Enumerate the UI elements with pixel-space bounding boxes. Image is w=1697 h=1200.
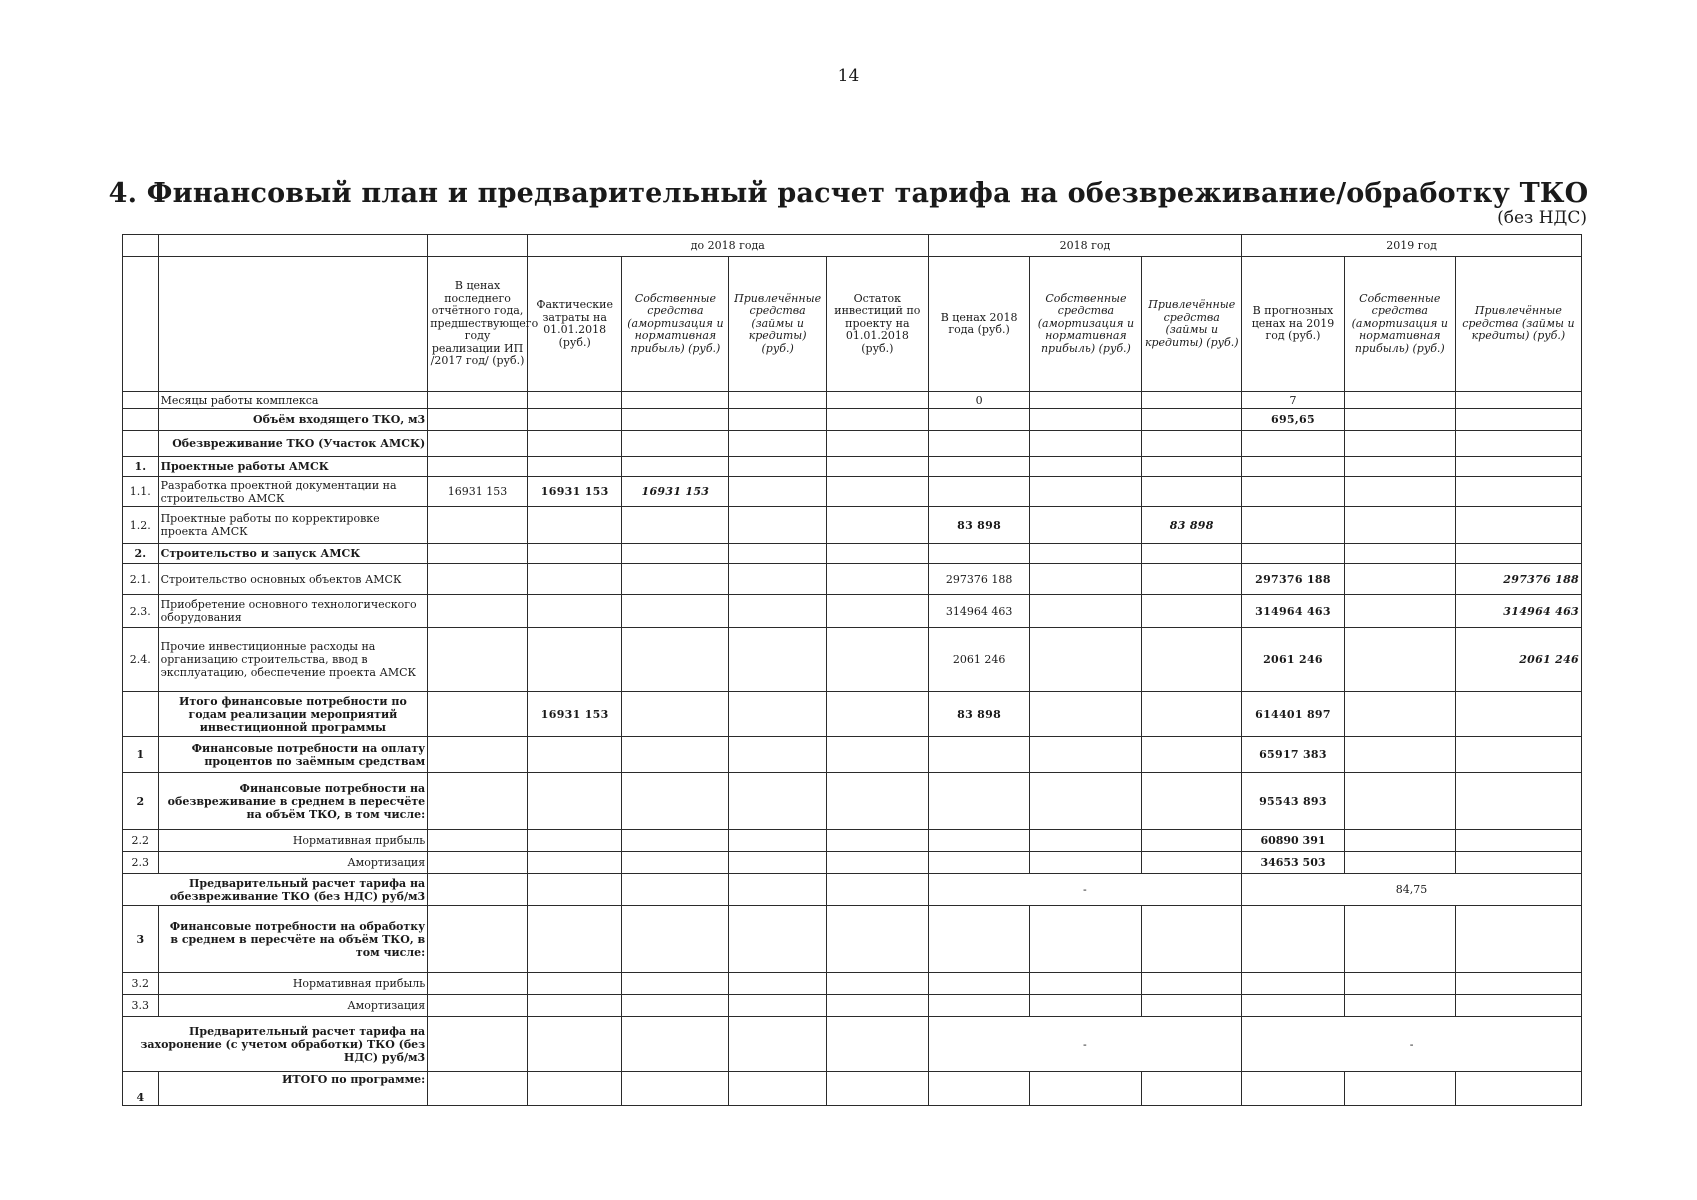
group-2018: 2018 год xyxy=(928,235,1241,257)
table-row xyxy=(123,477,1582,507)
row-label: Амортизация xyxy=(158,852,428,874)
row-label: Финансовые потребности на обезвреживание в среднем в пересчёте на объём ТКО, в том числе: xyxy=(158,773,428,830)
row-label: Нормативная прибыль xyxy=(158,830,428,852)
table-row xyxy=(123,1017,1582,1072)
row-label: Предварительный расчет тарифа на захоронение (с учетом обработки) ТКО (без НДС) руб/м3 xyxy=(123,1017,428,1072)
value-cell: 297376 188 xyxy=(1242,564,1345,595)
row-label: Итого финансовые потребности по годам реализации мероприятий инвестиционной программы xyxy=(158,692,428,737)
table-row xyxy=(123,392,1582,409)
value-cell: 0 xyxy=(928,392,1030,409)
value-cell: 60890 391 xyxy=(1242,830,1345,852)
value-cell: 83 898 xyxy=(928,692,1030,737)
row-label: Месяцы работы комплекса xyxy=(158,392,428,409)
value-cell: 614401 897 xyxy=(1242,692,1345,737)
num-cell: 2.1. xyxy=(123,564,159,595)
col-own-funds-before-2018: Собственные средства (амортизация и нормативная прибыль) (руб.) xyxy=(622,257,729,392)
col-forecast-2019: В прогнозных ценах на 2019 год (руб.) xyxy=(1242,257,1345,392)
tariff-2019-cell: - xyxy=(1242,1017,1582,1072)
row-label: Финансовые потребности на оплату процентов по заёмным средствам xyxy=(158,737,428,773)
table-row xyxy=(123,595,1582,628)
header-blank-cell xyxy=(158,257,428,392)
col-prices-2017: В ценах последнего отчётного года, предшествующего году реализации ИП /2017 год/ (руб.) xyxy=(428,257,528,392)
tariff-2019-cell: 84,75 xyxy=(1242,874,1582,906)
financial-plan-table xyxy=(122,234,1582,1106)
num-cell xyxy=(123,392,159,409)
row-label: Объём входящего ТКО, м3 xyxy=(158,409,428,431)
row-label: Строительство основных объектов АМСК xyxy=(158,564,428,595)
table-row xyxy=(123,507,1582,544)
tariff-2018-cell: - xyxy=(928,1017,1241,1072)
col-borrowed-2018: Привлечённые средства (займы и кредиты) (руб.) xyxy=(1142,257,1242,392)
num-cell: 3.2 xyxy=(123,973,159,995)
value-cell: 16931 153 xyxy=(428,477,528,507)
num-cell: 2. xyxy=(123,544,159,564)
col-actual-costs: Фактические затраты на 01.01.2018 (руб.) xyxy=(527,257,622,392)
value-cell: 314964 463 xyxy=(928,595,1030,628)
num-cell: 2.3. xyxy=(123,595,159,628)
unit-note: (без НДС) xyxy=(1497,208,1587,228)
num-cell: 1.2. xyxy=(123,507,159,544)
num-cell: 2.4. xyxy=(123,628,159,692)
header-blank-cell xyxy=(158,235,428,257)
row-label: Прочие инвестиционные расходы на организацию строительства, ввод в эксплуатацию, обеспечение проекта АМСК xyxy=(158,628,428,692)
table-row xyxy=(123,1072,1582,1106)
table-row xyxy=(123,973,1582,995)
value-cell: 16931 153 xyxy=(527,692,622,737)
num-cell: 2.3 xyxy=(123,852,159,874)
value-cell: 314964 463 xyxy=(1242,595,1345,628)
table-row xyxy=(123,852,1582,874)
group-header-row xyxy=(123,235,1582,257)
num-cell: 1.1. xyxy=(123,477,159,507)
row-label: Нормативная прибыль xyxy=(158,973,428,995)
document-title: 4. Финансовый план и предварительный расчет тарифа на обезвреживание/обработку ТКО xyxy=(108,178,1589,209)
col-own-funds-2018: Собственные средства (амортизация и нормативная прибыль) (руб.) xyxy=(1030,257,1142,392)
col-prices-2018: В ценах 2018 года (руб.) xyxy=(928,257,1030,392)
table-row xyxy=(123,906,1582,973)
table-row xyxy=(123,773,1582,830)
row-label: Разработка проектной документации на строительство АМСК xyxy=(158,477,428,507)
group-before-2018: до 2018 года xyxy=(527,235,928,257)
table-row xyxy=(123,830,1582,852)
num-cell xyxy=(123,409,159,431)
value-cell: 7 xyxy=(1242,392,1345,409)
num-cell: 2 xyxy=(123,773,159,830)
value-cell: 2061 246 xyxy=(1455,628,1581,692)
row-label: Строительство и запуск АМСК xyxy=(158,544,428,564)
value-cell: 297376 188 xyxy=(1455,564,1581,595)
table-row xyxy=(123,874,1582,906)
table-row xyxy=(123,564,1582,595)
col-remaining-investment: Остаток инвестиций по проекту на 01.01.2018 (руб.) xyxy=(826,257,928,392)
table-row xyxy=(123,628,1582,692)
value-cell: 16931 153 xyxy=(622,477,729,507)
num-cell: 2.2 xyxy=(123,830,159,852)
header-blank-cell xyxy=(123,235,159,257)
table-row xyxy=(123,692,1582,737)
value-cell: 65917 383 xyxy=(1242,737,1345,773)
row-label: Предварительный расчет тарифа на обезвреживание ТКО (без НДС) руб/м3 xyxy=(123,874,428,906)
value-cell: 695,65 xyxy=(1242,409,1345,431)
row-label: Проектные работы АМСК xyxy=(158,457,428,477)
table-row xyxy=(123,457,1582,477)
num-cell: 3 xyxy=(123,906,159,973)
table-row xyxy=(123,544,1582,564)
row-label: Обезвреживание ТКО (Участок АМСК) xyxy=(158,431,428,457)
value-cell: 83 898 xyxy=(928,507,1030,544)
row-label: Финансовые потребности на обработку в среднем в пересчёте на объём ТКО, в том числе: xyxy=(158,906,428,973)
table-row xyxy=(123,431,1582,457)
col-borrowed-2019: Привлечённые средства (займы и кредиты) (руб.) xyxy=(1455,257,1581,392)
num-cell: 3.3 xyxy=(123,995,159,1017)
column-header-row xyxy=(123,257,1582,392)
value-cell: 95543 893 xyxy=(1242,773,1345,830)
row-label: Амортизация xyxy=(158,995,428,1017)
tariff-2018-cell: - xyxy=(928,874,1241,906)
header-blank-cell xyxy=(123,257,159,392)
value-cell: 34653 503 xyxy=(1242,852,1345,874)
page-number: 14 xyxy=(837,66,860,86)
row-label: ИТОГО по программе: xyxy=(158,1072,428,1106)
num-cell: 1 xyxy=(123,737,159,773)
row-label: Проектные работы по корректировке проекта АМСК xyxy=(158,507,428,544)
num-cell: 4 xyxy=(123,1072,159,1106)
table-row xyxy=(123,737,1582,773)
col-own-funds-2019: Собственные средства (амортизация и нормативная прибыль) (руб.) xyxy=(1344,257,1455,392)
value-cell: 297376 188 xyxy=(928,564,1030,595)
col-borrowed-before-2018: Привлечённые средства (займы и кредиты) (руб.) xyxy=(729,257,827,392)
table-row xyxy=(123,995,1582,1017)
value-cell: 16931 153 xyxy=(527,477,622,507)
header-blank-cell xyxy=(428,235,528,257)
num-cell: 1. xyxy=(123,457,159,477)
value-cell: 83 898 xyxy=(1142,507,1242,544)
value-cell: 2061 246 xyxy=(928,628,1030,692)
num-cell xyxy=(123,692,159,737)
value-cell: 2061 246 xyxy=(1242,628,1345,692)
group-2019: 2019 год xyxy=(1242,235,1582,257)
num-cell xyxy=(123,431,159,457)
value-cell: 314964 463 xyxy=(1455,595,1581,628)
row-label: Приобретение основного технологического оборудования xyxy=(158,595,428,628)
table-row xyxy=(123,409,1582,431)
